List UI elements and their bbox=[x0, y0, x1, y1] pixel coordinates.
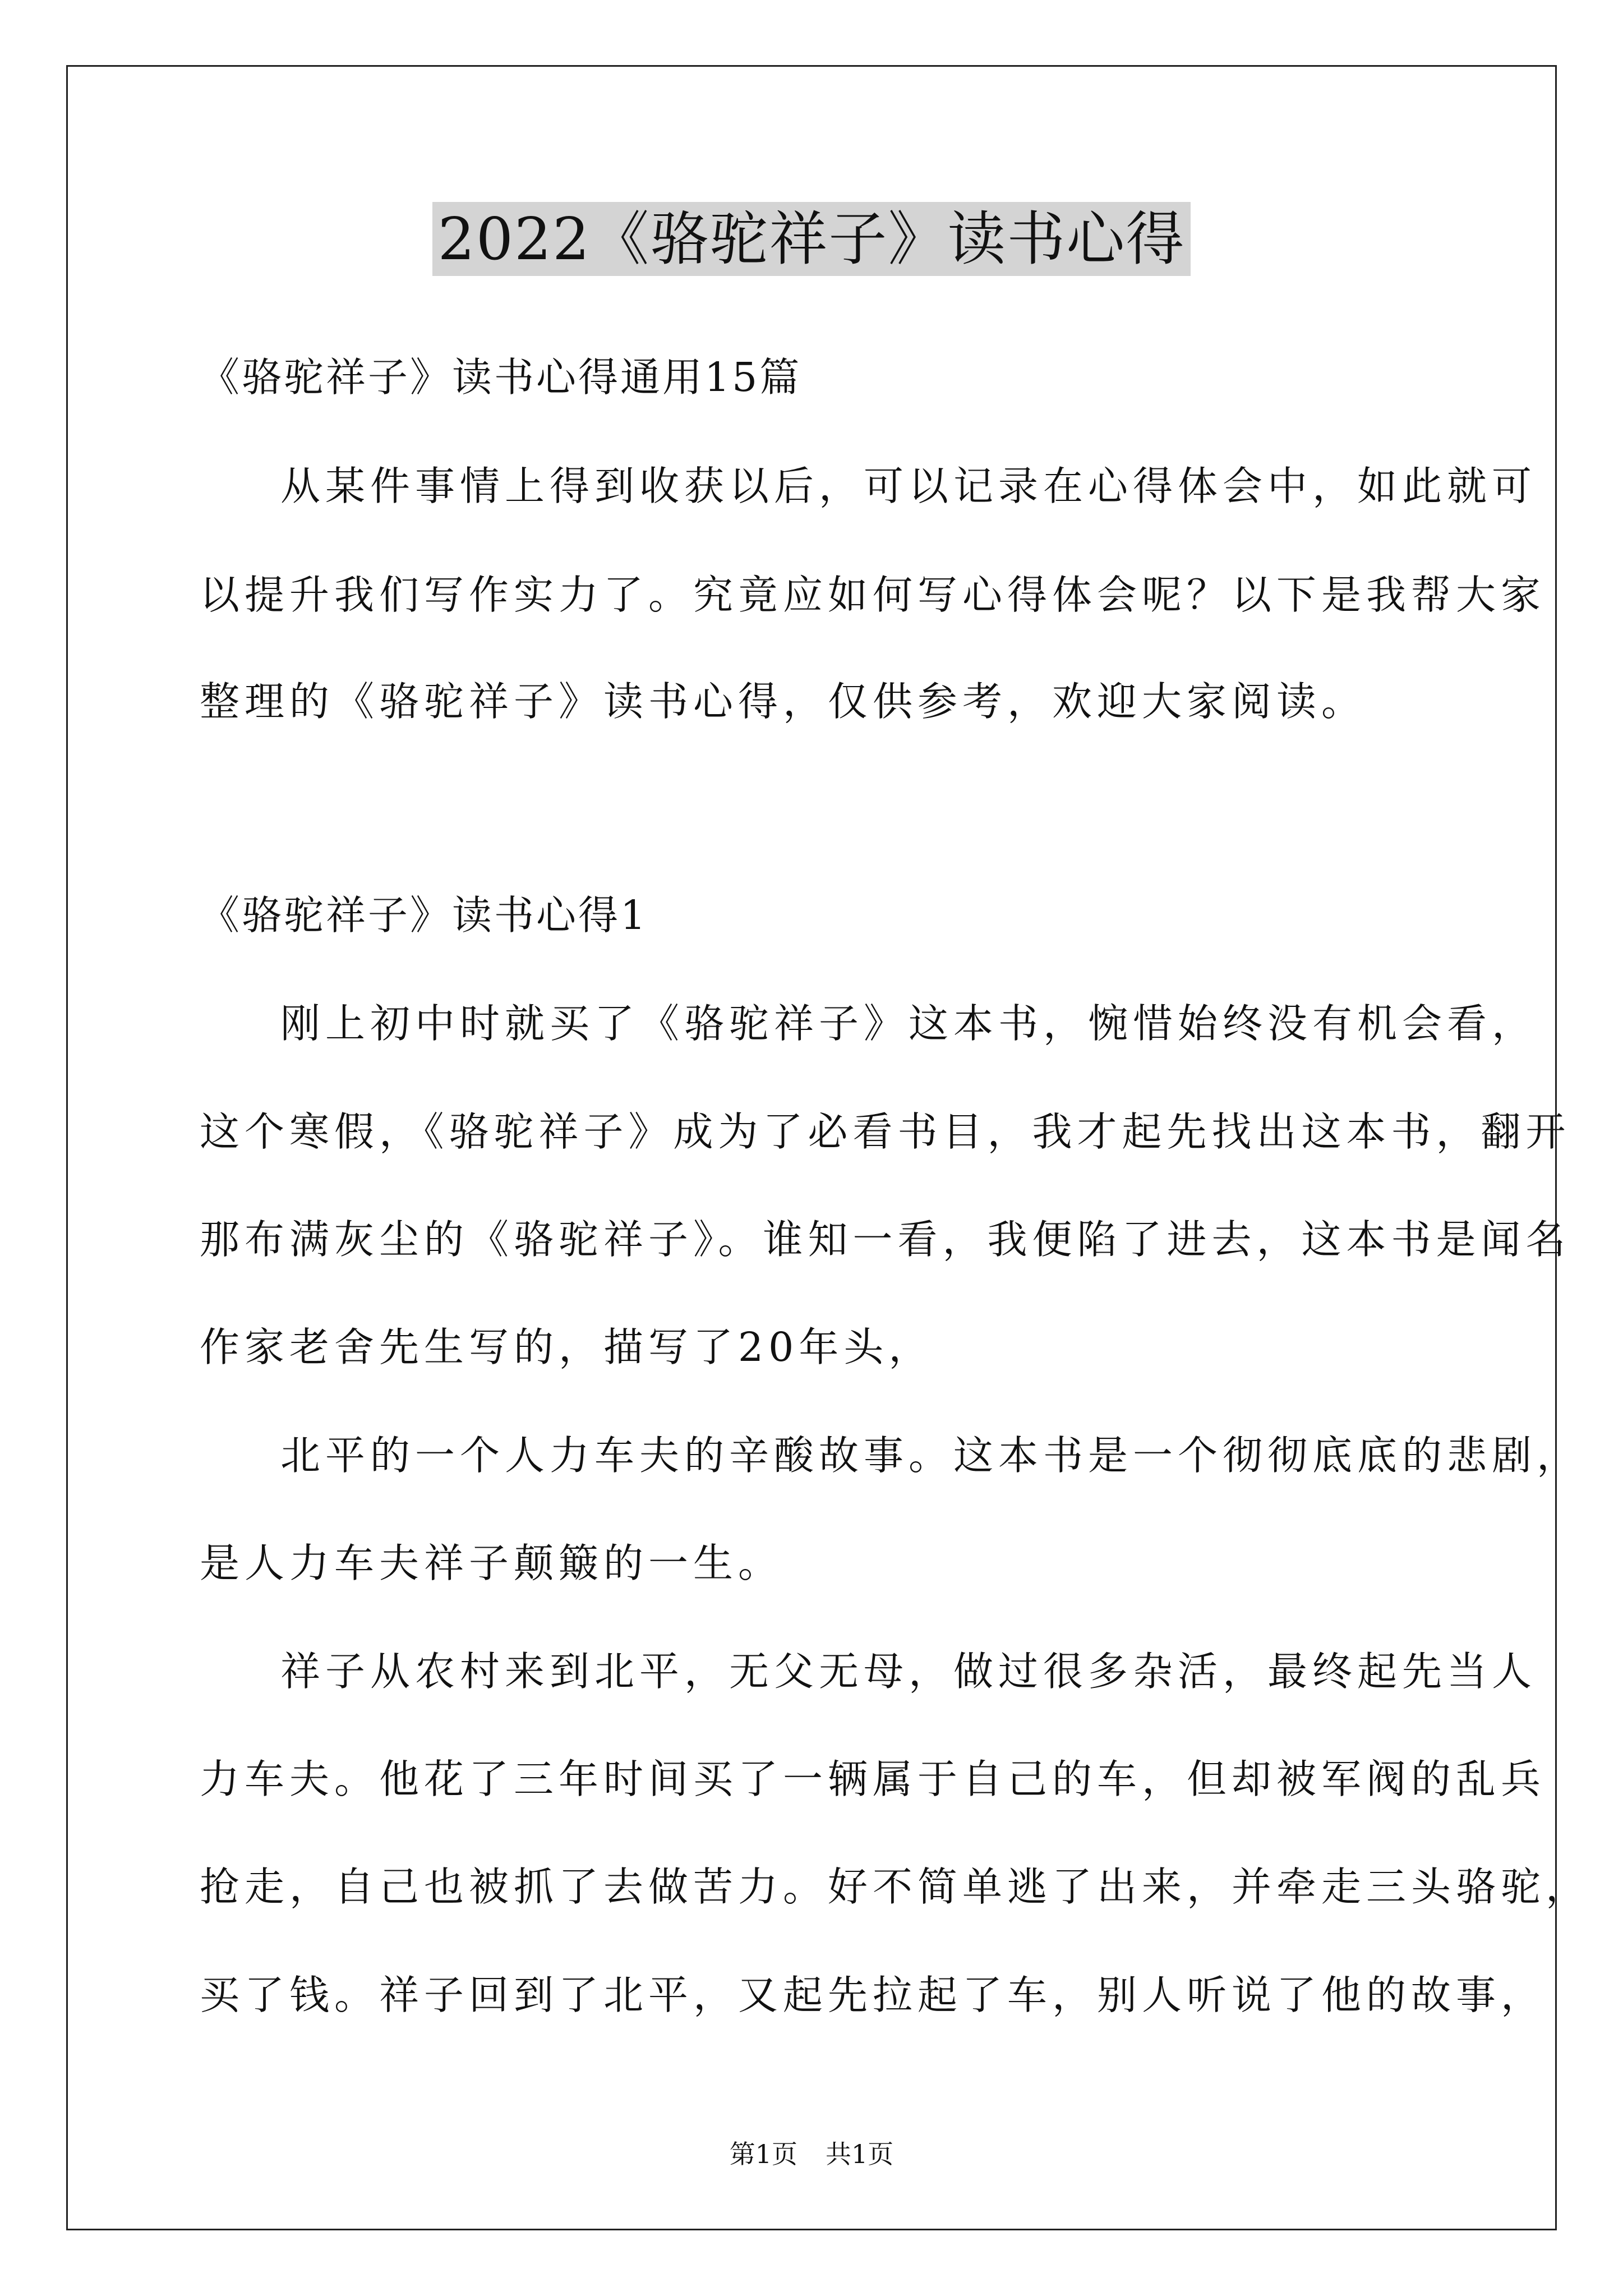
intro-line: 以提升我们写作实力了。究竟应如何写心得体会呢？以下是我帮大家 bbox=[200, 572, 1546, 618]
page-footer bbox=[0, 2137, 1623, 2171]
paragraph-line: 是人力车夫祥子颠簸的一生。 bbox=[200, 1540, 783, 1586]
paragraph-line: 刚上初中时就买了《骆驼祥子》这本书，惋惜始终没有机会看， bbox=[280, 1000, 1537, 1047]
intro-line: 整理的《骆驼祥子》读书心得，仅供参考，欢迎大家阅读。 bbox=[200, 678, 1367, 725]
paragraph-line: 那布满灰尘的《骆驼祥子》。谁知一看，我便陷了进去，这本书是闻名 bbox=[200, 1216, 1571, 1263]
document-title: 2022《骆驼祥子》读书心得 bbox=[432, 202, 1191, 276]
paragraph-line: 祥子从农村来到北平，无父无母，做过很多杂活，最终起先当人 bbox=[280, 1648, 1537, 1695]
document-subtitle: 《骆驼祥子》读书心得通用15篇 bbox=[200, 354, 802, 401]
section-heading: 《骆驼祥子》读书心得1 bbox=[200, 892, 648, 938]
page-total: 共1页 bbox=[826, 2139, 894, 2169]
page-number: 第1页 bbox=[729, 2139, 797, 2169]
paragraph-line: 作家老舍先生写的，描写了20年头， bbox=[200, 1324, 934, 1370]
paragraph-line: 抢走，自己也被抓了去做苦力。好不简单逃了出来，并牵走三头骆驼， bbox=[200, 1864, 1591, 1910]
title-container bbox=[0, 202, 1623, 276]
paragraph-line: 买了钱。祥子回到了北平，又起先拉起了车，别人听说了他的故事， bbox=[200, 1972, 1546, 2018]
intro-line: 从某件事情上得到收获以后，可以记录在心得体会中，如此就可 bbox=[280, 463, 1537, 509]
paragraph-line: 北平的一个人力车夫的辛酸故事。这本书是一个彻彻底底的悲剧， bbox=[280, 1432, 1582, 1479]
paragraph-line: 力车夫。他花了三年时间买了一辆属于自己的车，但却被军阀的乱兵 bbox=[200, 1756, 1546, 1802]
paragraph-line: 这个寒假，《骆驼祥子》成为了必看书目，我才起先找出这本书，翻开 bbox=[200, 1108, 1571, 1155]
